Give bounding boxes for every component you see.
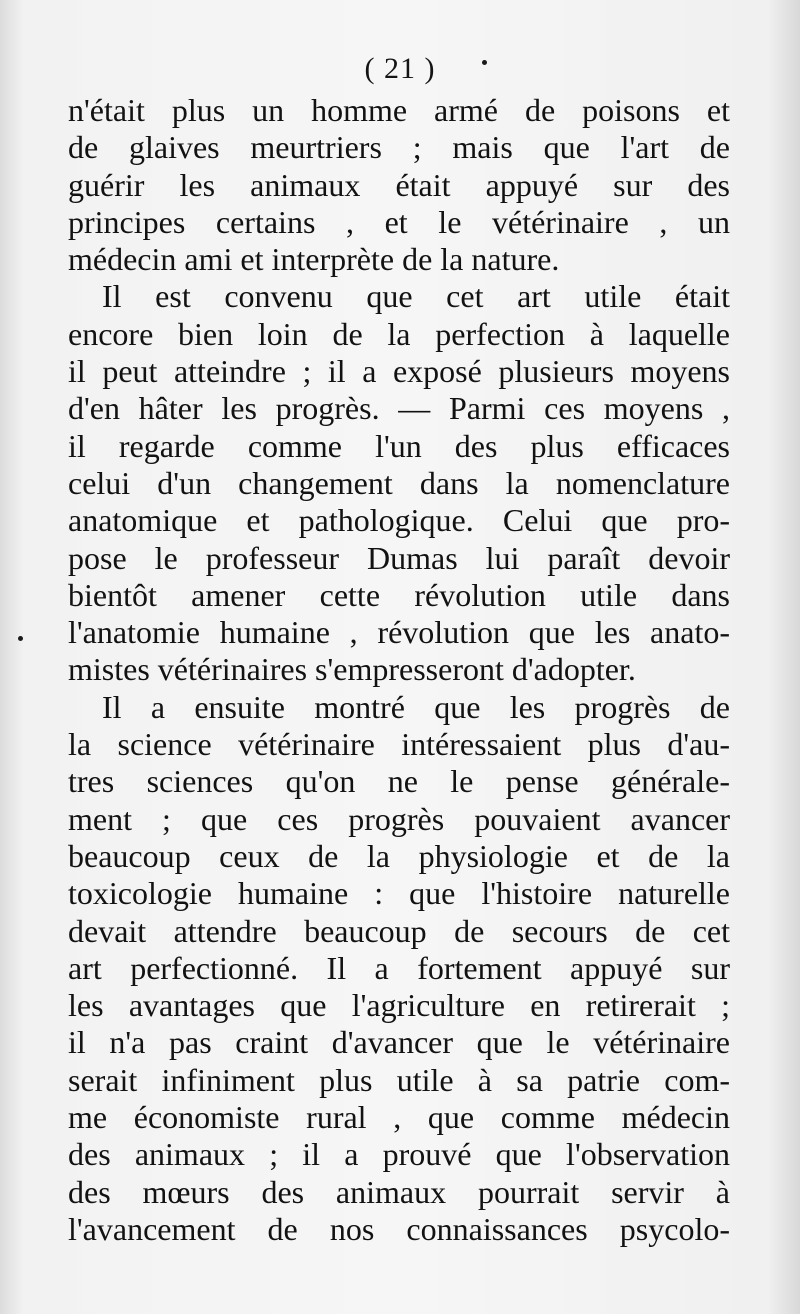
text-line: l'avancement de nos connaissances psycolo-	[68, 1210, 730, 1247]
text-line: ment ; que ces progrès pouvaient avancer	[68, 800, 730, 837]
body-text	[68, 92, 730, 1248]
text-line: il peut atteindre ; il a exposé plusieurs moyens	[68, 353, 730, 390]
ink-speck	[18, 636, 23, 641]
text-line: les avantages que l'agriculture en retirerait ;	[68, 987, 730, 1024]
text-line: celui d'un changement dans la nomenclature	[68, 464, 730, 501]
text-line: encore bien loin de la perfection à laquelle	[68, 315, 730, 352]
ink-speck	[482, 60, 487, 65]
text-line: pose le professeur Dumas lui paraît devoir	[68, 539, 730, 576]
text-line: devait attendre beaucoup de secours de cet	[68, 912, 730, 949]
text-line: d'en hâter les progrès. — Parmi ces moyens ,	[68, 390, 730, 427]
text-line: tres sciences qu'on ne le pense générale-	[68, 763, 730, 800]
paragraph-first-line: Il est convenu que cet art utile était	[102, 278, 730, 315]
text-line: de glaives meurtriers ; mais que l'art de	[68, 129, 730, 166]
text-line: des mœurs des animaux pourrait servir à	[68, 1173, 730, 1210]
paragraph-first-line: Il a ensuite montré que les progrès de	[102, 688, 730, 725]
text-line: anatomique et pathologique. Celui que pro-	[68, 502, 730, 539]
text-line: la science vétérinaire intéressaient plus d'au-	[68, 726, 730, 763]
text-line: l'anatomie humaine , révolution que les anato-	[68, 614, 730, 651]
text-line: mistes vétérinaires s'empresseront d'adopter.	[68, 651, 636, 688]
text-line: guérir les animaux était appuyé sur des	[68, 166, 730, 203]
text-line: il n'a pas craint d'avancer que le vétérinaire	[68, 1024, 730, 1061]
text-line: art perfectionné. Il a fortement appuyé sur	[68, 949, 730, 986]
page-number: ( 21 )	[364, 52, 436, 85]
text-line: des animaux ; il a prouvé que l'observation	[68, 1136, 730, 1173]
text-line: il regarde comme l'un des plus efficaces	[68, 427, 730, 464]
text-line: principes certains , et le vétérinaire , un	[68, 203, 730, 240]
text-line: médecin ami et interprète de la nature.	[68, 241, 560, 278]
text-line: me économiste rural , que comme médecin	[68, 1099, 730, 1136]
text-line: serait infiniment plus utile à sa patrie com-	[68, 1061, 730, 1098]
text-line: toxicologie humaine : que l'histoire naturelle	[68, 875, 730, 912]
text-line: bientôt amener cette révolution utile dans	[68, 576, 730, 613]
text-line: n'était plus un homme armé de poisons et	[68, 92, 730, 128]
text-line: beaucoup ceux de la physiologie et de la	[68, 837, 730, 874]
